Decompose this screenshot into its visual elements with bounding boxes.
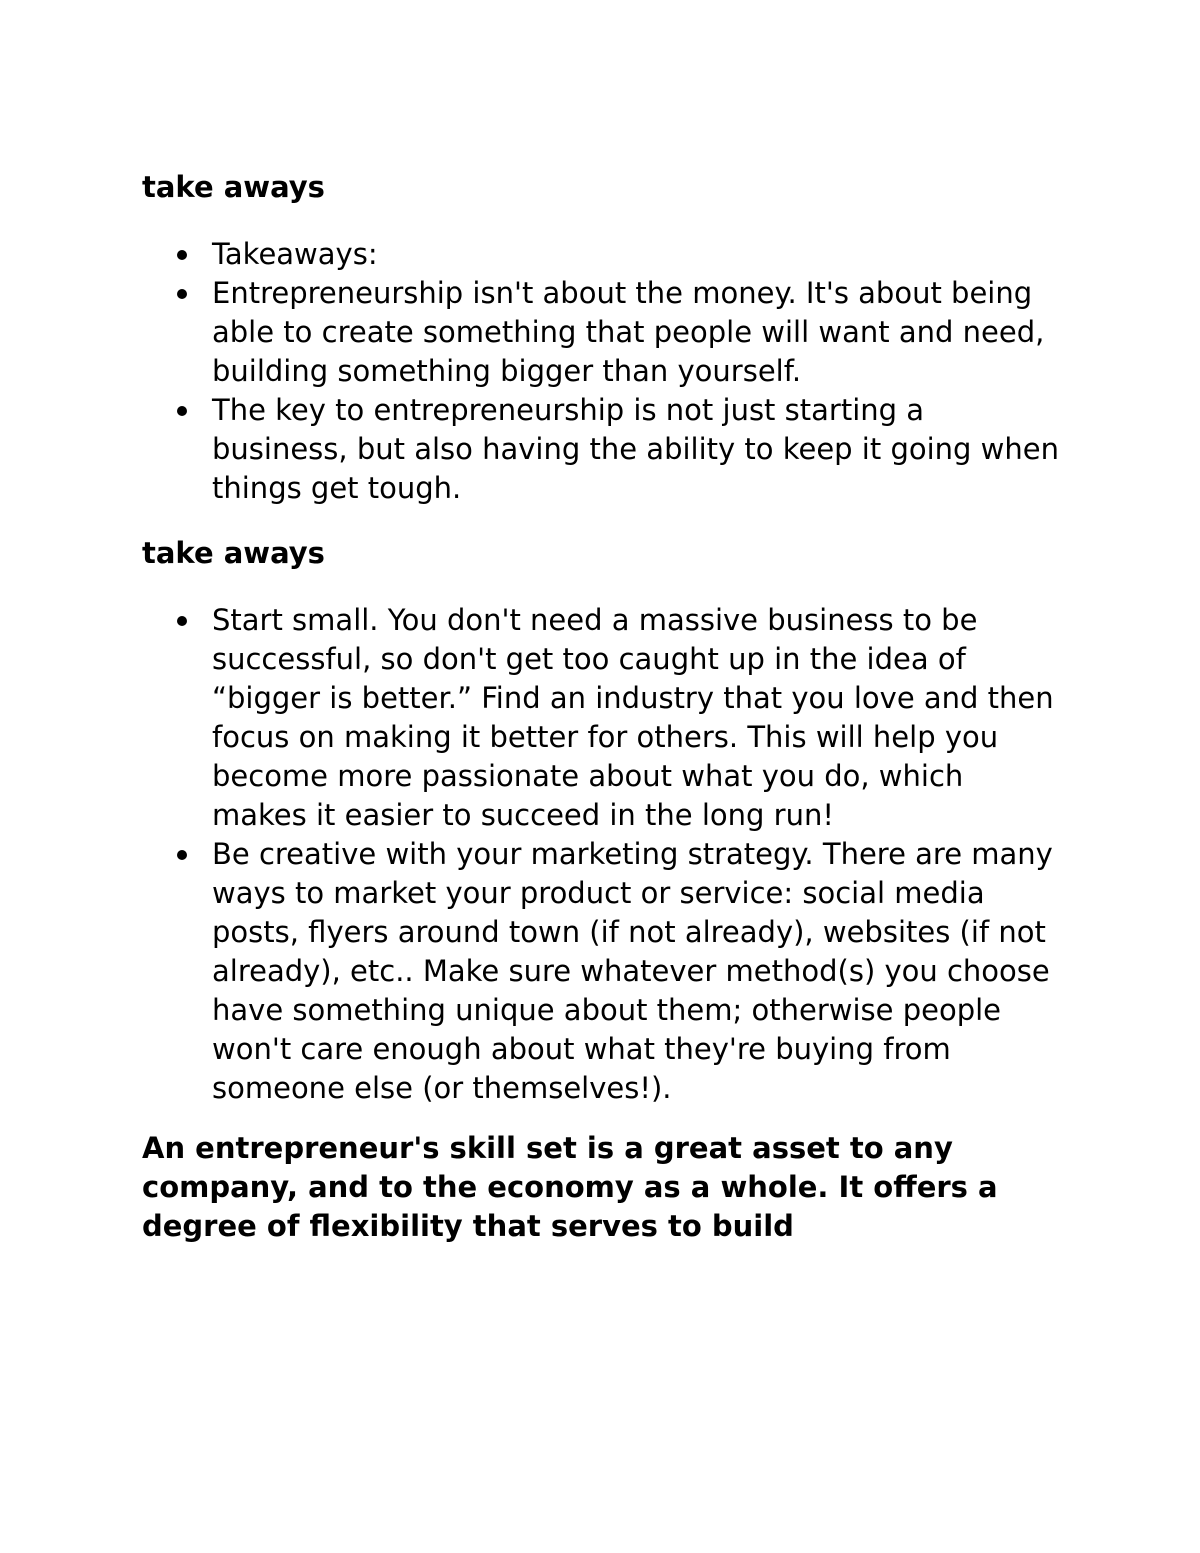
list-item (142, 835, 1062, 1108)
list-item (142, 601, 1062, 835)
takeaways-list (142, 235, 1062, 508)
list-item-text: Takeaways: (212, 237, 378, 271)
section-heading: take aways (142, 536, 325, 570)
list-item-text: Entrepreneurship isn't about the money. It's about being able to create something that people will want and need, building something bigger than yourself. (212, 276, 1045, 388)
takeaways-list (142, 601, 1062, 1108)
closing-paragraph: An entrepreneur's skill set is a great asset to any company, and to the economy as a whole. It offers a degree of flexibility that serves to build (142, 1131, 998, 1243)
list-item (142, 235, 1062, 274)
bullet-icon (177, 850, 187, 860)
section-heading: take aways (142, 170, 325, 204)
list-item-text: The key to entrepreneurship is not just starting a business, but also having the ability to keep it going when things get tough. (212, 393, 1059, 505)
list-item (142, 274, 1062, 391)
bullet-icon (177, 616, 187, 626)
bullet-icon (177, 406, 187, 416)
document-page (142, 168, 1062, 1246)
list-item-text: Start small. You don't need a massive business to be successful, so don't get too caught up in the idea of “bigger is better.” Find an industry that you love and then focus on making it better for others. This will help you become more passionate about what you do, which makes it easier to succeed in the long run! (212, 603, 1054, 832)
list-item (142, 391, 1062, 508)
bullet-icon (177, 289, 187, 299)
bullet-icon (177, 250, 187, 260)
list-item-text: Be creative with your marketing strategy. There are many ways to market your product or service: social media posts, flyers around town (if not already), websites (if not already), etc.. Make sure whatever method(s) you choose have something unique about them; otherwise people won't care enough about what they're buying from someone else (or themselves!). (212, 837, 1053, 1105)
